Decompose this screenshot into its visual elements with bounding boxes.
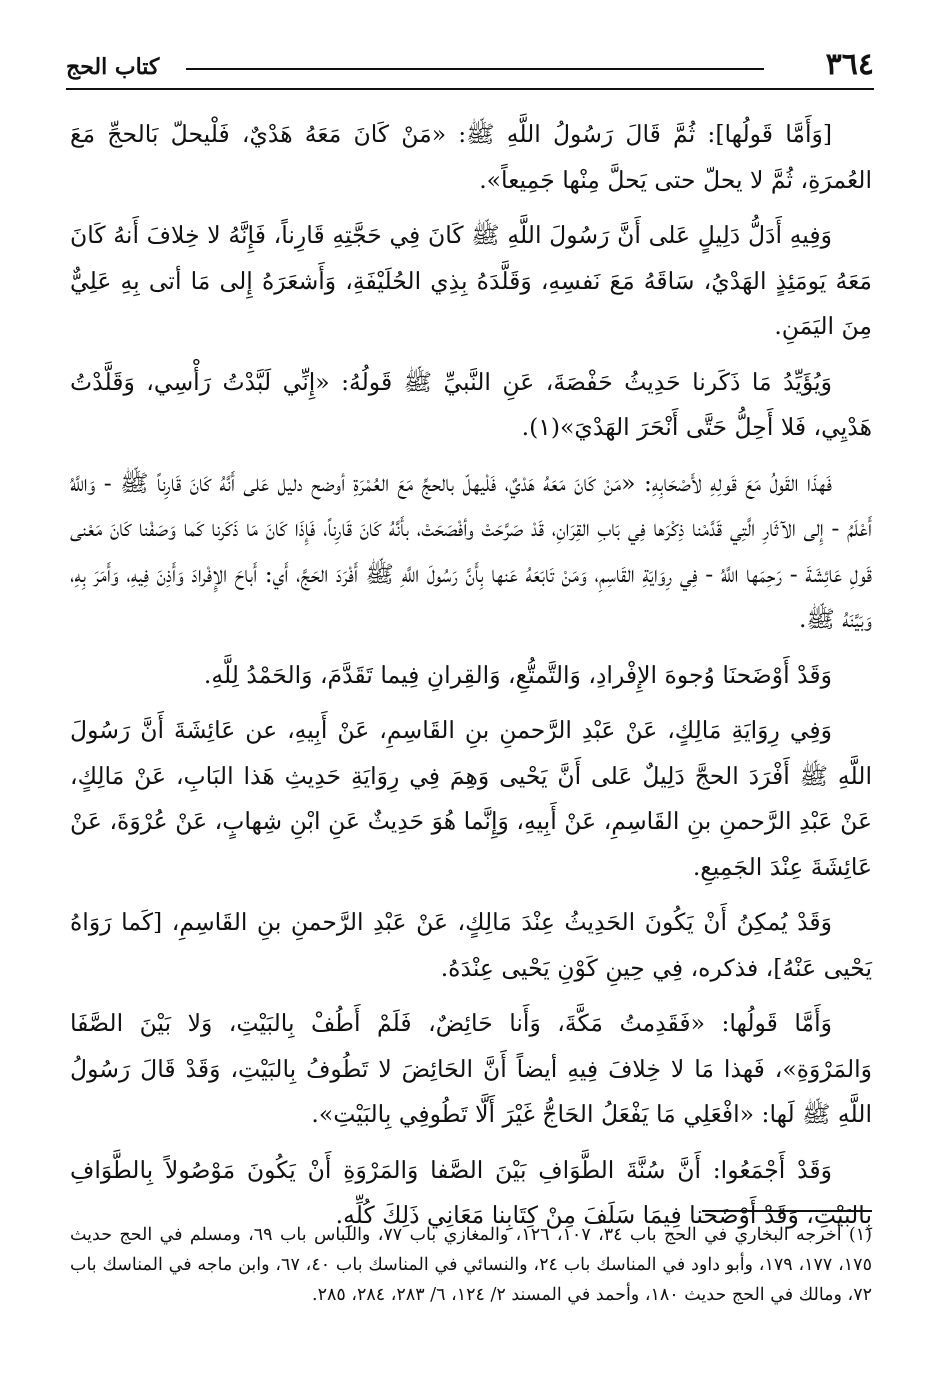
page-header bbox=[66, 44, 874, 90]
paragraph: وَفِي رِوَايَةِ مَالِكٍ، عَنْ عَبْدِ الرَّحمنِ بنِ القَاسِمِ، عَنْ أَبِيهِ، عن عَائِشَةَ أَنَّ رَسُولَ اللَّهِ ﷺ أَفْرَدَ الحجَّ دَلِيلٌ عَلى أَنَّ يَحْيى وَهِمَ فِي رِوَايَةِ حَدِيثِ هَذا البَابِ، عَنْ مَالِكٍ، عَنْ عَبْدِ الرَّحمنِ بنِ القَاسِمِ، عَنْ أَبِيهِ، وَإِنَّما هُوَ حَدِيثٌ عَنِ ابْنِ شِهابٍ، عَنْ عُرْوَةَ، عَنْ عَائِشَةَ عِنْدَ الجَمِيعِ. bbox=[70, 716, 872, 881]
paragraph: وَقَدْ أَجْمَعُوا: أَنَّ سُنَّةَ الطَّوَافِ بَيْنَ الصَّفا وَالمَرْوَةِ أَنْ يَكُونَ مَوْصُولاً بِالطَّوَافِ بِالبَيْتِ، وَقَدْ أَوْضَحنا فِيمَا سَلَفَ مِنْ كِتَابِنا مَعَانِي ذَلِكَ كُلِّهِ. bbox=[70, 1155, 872, 1229]
paragraph: وَأَمَّا قَولُها: «فَقَدِمتُ مَكَّةَ، وَأَنا حَائِضٌ، فَلَمْ أَطُفْ بِالبَيْتِ، وَلا بَيْنَ الصَّفَا وَالمَرْوَةِ»، فَهذا مَا لا خِلافَ فِيهِ أيضاً أَنَّ الحَائِضَ لا تَطُوفُ بِالبَيْتِ، وَقَدْ قَالَ رَسُولُ اللَّهِ ﷺ لَها: «افْعَلِي مَا يَفْعَلُ الحَاجُّ غَيْرَ أَلَّا تَطُوفِي بِالبَيْتِ». bbox=[70, 1009, 872, 1128]
main-text bbox=[70, 112, 872, 1249]
footnote-separator bbox=[702, 1210, 872, 1212]
paragraph: [وَأَمَّا قَولُها]: ثُمَّ قَالَ رَسُولُ اللَّهِ ﷺ: «مَنْ كَانَ مَعَهُ هَدْيٌ، فَلْيحلّ بَالحجِّ مَعَ العُمرَةِ، ثُمَّ لا يحلّ حتى يَحلَّ مِنْها جَمِيعاً». bbox=[70, 120, 872, 194]
header-rule bbox=[186, 68, 764, 70]
paragraph: وَقَدْ يُمكِنُ أَنْ يَكُونَ الحَدِيثُ عِنْدَ مَالِكٍ، عَنْ عَبْدِ الرَّحمنِ بنِ القَاسِمِ، [كَما رَوَاهُ يَحْيى عَنْهُ]، فذكره، فِي حِينِ كَوْنِ يَحْيى عِنْدَهُ. bbox=[70, 908, 872, 982]
paragraph: وَيُؤَيِّدُ مَا ذَكَرنا حَدِيثُ حَفْصَةَ، عَنِ النَّبيِّ ﷺ قَولُهُ: «إِنِّي لَبَّدْتُ رَأْسِي، وَقَلَّدْتُ هَدْيِي، فَلا أَحِلُّ حَتَّى أَنْحَرَ الهَدْيَ»(١). bbox=[70, 367, 872, 441]
footnote: (١) أخرجه البخاري في الحج باب ٣٤، ١٠٧، ١٢٦، والمغازي باب ٧٧، واللباس باب ٦٩، ومسلم في الحج حديث ١٧٥، ١٧٧، ١٧٩، وأبو داود في المناسك باب ٢٤، والنسائي في المناسك باب ٤٠، ٦٧، وابن ماجه في المناسك باب ٧٢، ومالك في الحج حديث ١٨٠، وأحمد في المسند ٢/ ١٢٤، ٦/ ٢٨٣، ٢٨٤، ٢٨٥. bbox=[70, 1225, 872, 1305]
footnotes bbox=[70, 1220, 872, 1310]
paragraph: وَقَدْ أَوْضَحنَا وُجوهَ الإِفْرادِ، وَالتَّمتُّعِ، وَالقِرانِ فِيما تَقَدَّمَ، وَالحَمْدُ لِلَّهِ. bbox=[203, 660, 832, 689]
page-number: ٣٦٤ bbox=[825, 47, 874, 82]
paragraph: فَهذَا القَولُ مَعَ قَولِهِ لأَصْحَابِهِ: «مَنْ كَانَ مَعَهُ هَدْيٌ، فَلْيهلّ بالحجِّ مَعَ العُمْرَةِ أوضح دليل عَلى أَنَّهُ كَانَ قَارِناً ﷺ - وَاللَّهُ أَعْلَمُ - إِلى الآثَارِ الَّتِي قَدَّمْنا ذِكْرَها فِي بَابِ القِرَانِ، قَدْ صَرَّحَتْ وأفْصَحَتْ، بأَنَّهُ كَانَ قَارِناً، فَإِذَا كَانَ مَا ذَكَرنا كَما وَصَفْنا كَانَ مَعْنى قَولِ عَائِشَةَ - رَحِمَها اللَّهُ - فِي رِوَايَةِ القَاسِمِ، وَمَنْ تَابَعَهُ عَنها بِأَنَّ رَسُولَ اللَّهِ ﷺ أَفْرَدَ الحَجَّ، أَي: أَباحَ الإِفْرادَ وَأَذِنَ فِيهِ، وَأَمَرَ بِهِ، وَبَيَّنَهُ ﷺ. bbox=[70, 468, 872, 633]
paragraph: وَفِيهِ أَدَلُّ دَلِيلٍ عَلى أَنَّ رَسُولَ اللَّهِ ﷺ كَانَ فِي حَجَّتِهِ قَارِناً، فَإِنَّهُ لا خِلافَ أَنهُ كَانَ مَعَهُ يَومَئِذٍ الهَدْيُ، سَاقَهُ مَعَ نَفسِهِ، وَقَلَّدَهُ بِذِي الحُلَيْفَةِ، وَأَشعَرَهُ إِلى مَا أتى بِهِ عَلِيٌّ مِنَ اليَمَنِ. bbox=[70, 221, 872, 340]
book-title: كتاب الحج bbox=[66, 54, 160, 80]
